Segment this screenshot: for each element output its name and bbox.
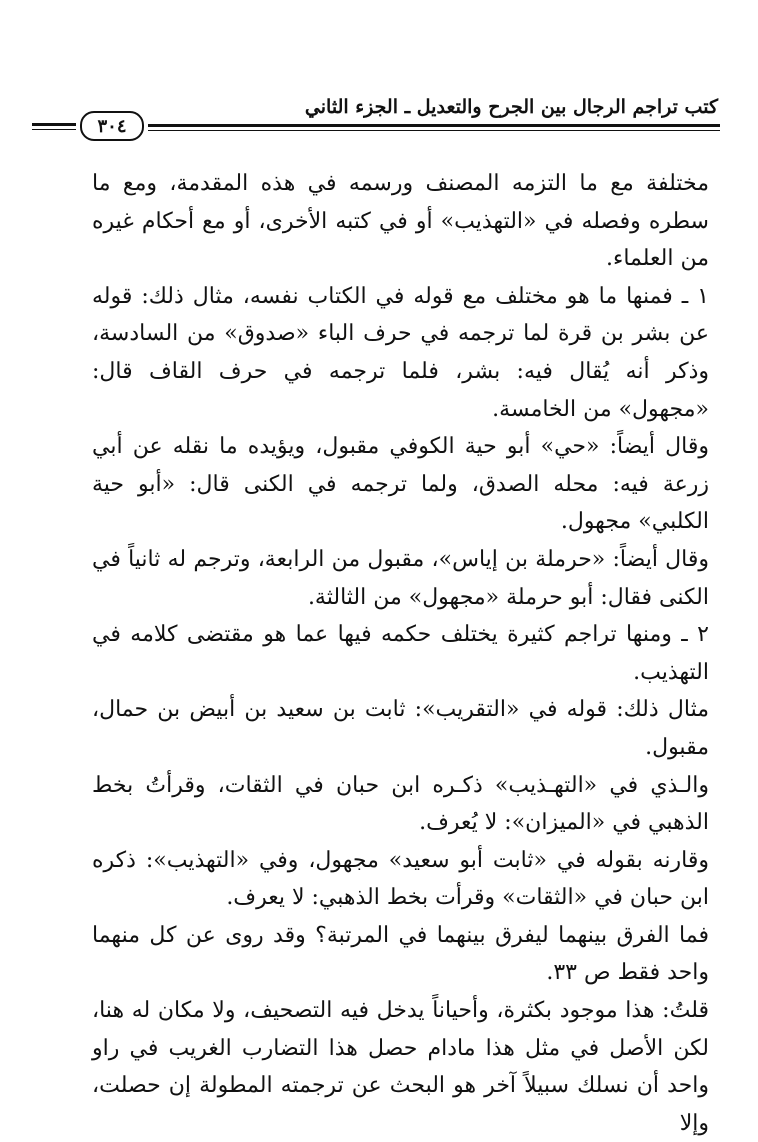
page-header	[30, 84, 720, 146]
paragraph: ١ ـ فمنها ما هو مختلف مع قوله في الكتاب نفسه، مثال ذلك: قوله عن بشر بن قرة لما ترجمه في حرف الباء «صدوق» من السادسة، وذكر أنه يُقال فيه: بشر، فلما ترجمه في حرف القاف قال: «مجهول» من الخامسة.	[92, 283, 709, 422]
page-body	[92, 165, 709, 1142]
paragraph: مختلفة مع ما التزمه المصنف ورسمه في هذه المقدمة، ومع ما سطره وفصله في «التهذيب» أو في كتبه الأخرى، أو مع أحكام غيره من العلماء.	[92, 171, 709, 272]
running-title: كتب تراجم الرجال بين الجرح والتعديل ـ الجزء الثاني	[304, 96, 718, 118]
page-number: ٣٠٤	[80, 111, 144, 141]
paragraph: فما الفرق بينهما ليفرق بينهما في المرتبة؟ وقد روى عن كل منهما واحد فقط ص ٣٣.	[92, 922, 709, 986]
paragraph: مثال ذلك: قوله في «التقريب»: ثابت بن سعيد بن أبيض بن حمال، مقبول.	[92, 697, 709, 760]
paragraph: ٢ ـ ومنها تراجم كثيرة يختلف حكمه فيها عما هو مقتضى كلامه في التهذيب.	[92, 622, 709, 685]
header-rule-end	[32, 123, 76, 130]
paragraph: وقال أيضاً: «حرملة بن إياس»، مقبول من الرابعة، وترجم له ثانياً في الكنى فقال: أبو حرملة «مجهول» من الثالثة.	[92, 546, 709, 610]
paragraph: والـذي في «التهـذيب» ذكـره ابن حبان في الثقات، وقرأتُ بخط الذهبي في «الميزان»: لا يُعرف.	[92, 772, 709, 836]
paragraph: وقارنه بقوله في «ثابت أبو سعيد» مجهول، وفي «التهذيب»: ذكره ابن حبان في «الثقات» وقرأت بخط الذهبي: لا يعرف.	[92, 847, 709, 911]
paragraph: وقال أيضاً: «حي» أبو حية الكوفي مقبول، ويؤيده ما نقله عن أبي زرعة فيه: محله الصدق، ولما ترجمه في الكنى قال: «أبو حية الكلبي» مجهول.	[92, 434, 709, 535]
paragraph: قلتُ: هذا موجود بكثرة، وأحياناً يدخل فيه التصحيف، ولا مكان له هنا، لكن الأصل في مثل هذا مادام حصل هذا التضارب الغريب في راو واحد أن نسلك سبيلاً آخر هو البحث عن ترجمته المطولة إن حصلت، وإلا	[92, 998, 709, 1136]
header-rule	[148, 124, 720, 131]
